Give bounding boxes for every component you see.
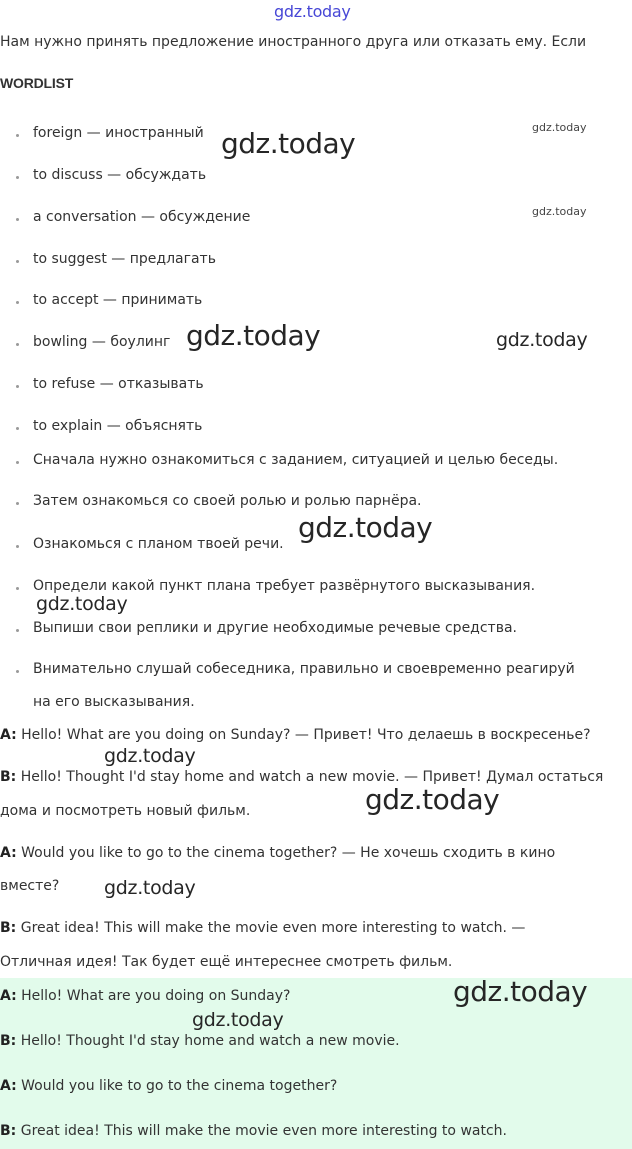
watermark: gdz.today	[186, 319, 321, 352]
intro-text: Нам нужно принять предложение иностранного друга или отказать ему. Если	[0, 34, 587, 50]
bullet-icon	[16, 134, 19, 137]
bullet-icon	[16, 670, 19, 673]
dialogue-line: A: Hello! What are you doing on Sunday?	[0, 988, 291, 1004]
speaker-label: B:	[0, 920, 17, 936]
dialogue-line-continuation: Отличная идея! Так будет ещё интереснее смотреть фильм.	[0, 954, 453, 970]
bullet-icon	[16, 629, 19, 632]
dialogue-line-continuation: вместе?	[0, 878, 60, 894]
speaker-label: B:	[0, 1033, 17, 1049]
bullet-icon	[16, 218, 19, 221]
wordlist-heading: WORDLIST	[0, 75, 74, 91]
dialogue-line: A: Hello! What are you doing on Sunday? — Привет! Что делаешь в воскресенье?	[0, 727, 591, 743]
dialogue-line: B: Great idea! This will make the movie even more interesting to watch.	[0, 1123, 507, 1139]
watermark: gdz.today	[453, 975, 588, 1008]
speaker-label: B:	[0, 1123, 17, 1139]
bullet-icon	[16, 385, 19, 388]
dialogue-line: B: Great idea! This will make the movie even more interesting to watch. —	[0, 920, 526, 936]
dialogue-line: B: Hello! Thought I'd stay home and watch a new movie. — Привет! Думал остаться	[0, 769, 604, 785]
dialogue-line: A: Would you like to go to the cinema together?	[0, 1078, 338, 1094]
speaker-label: A:	[0, 727, 17, 743]
dialogue-line-continuation: дома и посмотреть новый фильм.	[0, 803, 251, 819]
bullet-icon	[16, 427, 19, 430]
watermark: gdz.today	[532, 205, 587, 218]
dialogue-line: B: Hello! Thought I'd stay home and watch a new movie.	[0, 1033, 400, 1049]
bullet-icon	[16, 502, 19, 505]
bullet-icon	[16, 461, 19, 464]
bullet-icon	[16, 301, 19, 304]
speaker-label: A:	[0, 845, 17, 861]
watermark: gdz.today	[192, 1009, 284, 1031]
watermark: gdz.today	[298, 511, 433, 544]
speaker-label: B:	[0, 769, 17, 785]
bullet-icon	[16, 176, 19, 179]
speaker-label: A:	[0, 1078, 17, 1094]
watermark: gdz.today	[221, 127, 356, 160]
watermark: gdz.today	[36, 593, 128, 615]
site-logo-watermark: gdz.today	[274, 2, 351, 21]
watermark: gdz.today	[365, 783, 500, 816]
bullet-icon	[16, 343, 19, 346]
bullet-icon	[16, 545, 19, 548]
bullet-icon	[16, 587, 19, 590]
watermark: gdz.today	[496, 329, 588, 351]
watermark: gdz.today	[104, 877, 196, 899]
watermark: gdz.today	[104, 745, 196, 767]
bullet-icon	[16, 260, 19, 263]
watermark: gdz.today	[532, 121, 587, 134]
speaker-label: A:	[0, 988, 17, 1004]
dialogue-line: A: Would you like to go to the cinema together? — Не хочешь сходить в кино	[0, 845, 556, 861]
